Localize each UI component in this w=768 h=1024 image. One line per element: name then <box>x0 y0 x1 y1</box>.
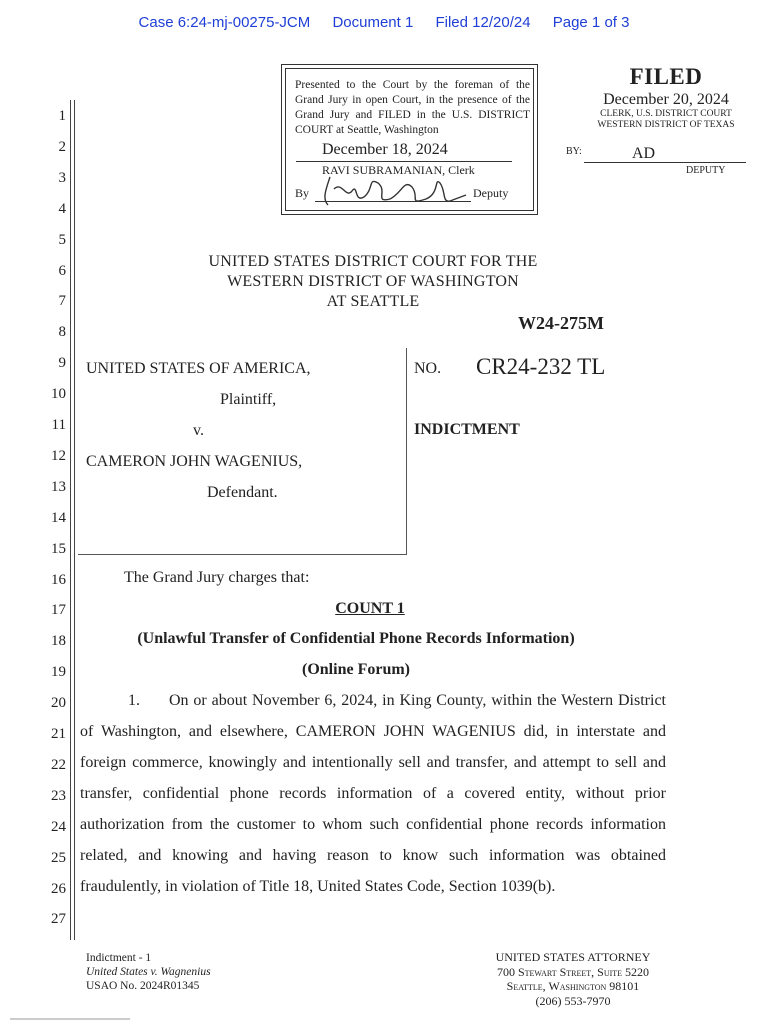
filed-date-header: Filed 12/20/24 <box>435 14 531 31</box>
count-subtitle: (Online Forum) <box>302 661 410 678</box>
ecf-header <box>0 14 768 31</box>
count-title <box>0 600 768 618</box>
line-number: 4 <box>58 200 66 217</box>
filed-stamp-by-line <box>584 162 746 163</box>
grand-jury-stamp-date: December 18, 2024 <box>322 141 448 158</box>
line-number: 14 <box>51 509 66 526</box>
caption-bottom-rule <box>78 554 407 555</box>
footer-street: 700 Stewart Street, Suite 5220 <box>496 964 650 979</box>
paragraph-line: fraudulently, in violation of Title 18, United States Code, Section 1039(b). <box>80 878 556 895</box>
paragraph-line: of Washington, and elsewhere, CAMERON JOHN WAGENIUS did, in interstate and <box>80 723 666 740</box>
paragraph-line: foreign commerce, knowingly and intentionally sell and transfer, and attempt to sell and <box>80 754 666 771</box>
footer-case-title: United States v. Wagnenius <box>86 966 211 978</box>
grand-jury-stamp <box>281 64 538 215</box>
count-title-text: COUNT 1 <box>335 600 405 617</box>
line-number: 12 <box>51 447 66 464</box>
filed-stamp-initials: AD <box>632 145 656 162</box>
document-type: INDICTMENT <box>414 421 520 438</box>
grand-jury-stamp-text: Presented to the Court by the foreman of the Grand Jury in open Court, in the presence of the Grand Jury and FILED in the U.S. DISTRICT COURT at Seattle, Washington <box>295 79 530 136</box>
line-number: 11 <box>51 417 66 433</box>
magistrate-number: W24-275M <box>518 313 604 333</box>
versus: v. <box>193 422 204 439</box>
line-number: 16 <box>51 571 66 588</box>
grand-jury-stamp-clerk: RAVI SUBRAMANIAN, Clerk <box>322 163 475 177</box>
court-heading-line: WESTERN DISTRICT OF WASHINGTON <box>227 273 519 290</box>
line-number: 17 <box>51 602 66 619</box>
line-number: 2 <box>58 138 66 155</box>
clerk-signature <box>316 169 486 209</box>
line-number: 23 <box>51 787 66 804</box>
line-number: 25 <box>51 849 66 866</box>
page-count-header: Page 1 of 3 <box>552 14 630 31</box>
paragraph-number: 1. <box>128 692 140 709</box>
line-number: 1 <box>58 108 66 124</box>
line-number: 13 <box>51 478 66 495</box>
line-number: 26 <box>51 880 66 897</box>
charges-intro: The Grand Jury charges that: <box>124 569 310 586</box>
document-number-header: Document 1 <box>332 14 414 31</box>
case-number-label: NO. <box>414 360 442 377</box>
filed-stamp-clerk: CLERK, U.S. DISTRICT COURT <box>600 109 732 119</box>
filed-stamp-by-label: BY: <box>566 146 582 157</box>
court-heading-line: UNITED STATES DISTRICT COURT FOR THE <box>208 253 538 270</box>
line-number: 27 <box>51 911 66 928</box>
filed-stamp-deputy-label: DEPUTY <box>686 165 726 176</box>
line-number: 7 <box>58 293 66 310</box>
footer-right <box>480 950 666 1008</box>
paragraph-line: transfer, confidential phone records information of a covered entity, without prior <box>80 785 666 802</box>
line-number: 6 <box>58 262 66 279</box>
defendant-role: Defendant. <box>207 484 278 501</box>
line-number: 8 <box>58 324 66 341</box>
paragraph-line: On or about November 6, 2024, in King County, within the Western District <box>169 692 666 709</box>
filed-stamp-date: December 20, 2024 <box>603 91 729 108</box>
plaintiff-name: UNITED STATES OF AMERICA, <box>86 360 311 377</box>
plaintiff-role: Plaintiff, <box>220 391 277 408</box>
footer-phone: (206) 553-7970 <box>535 993 611 1008</box>
footer-city: Seattle, Washington 98101 <box>506 979 640 993</box>
line-number: 9 <box>58 355 66 372</box>
filed-stamp-district: WESTERN DISTRICT OF TEXAS <box>597 120 735 130</box>
line-number: 5 <box>58 231 66 248</box>
paragraph-line: authorization from the customer to whom such confidential phone records information <box>80 816 666 833</box>
line-number: 22 <box>51 756 66 773</box>
caption-divider <box>406 348 407 554</box>
case-number-header: Case 6:24-mj-00275-JCM <box>138 14 311 31</box>
line-number: 24 <box>51 818 66 835</box>
court-heading-line: AT SEATTLE <box>326 293 420 310</box>
paragraph-line: related, and knowing and having reason to know such information was obtained <box>80 847 666 864</box>
filed-stamp-title: FILED <box>629 64 703 89</box>
footer-left <box>86 951 211 993</box>
line-number: 3 <box>58 169 66 186</box>
grand-jury-stamp-by-label: By <box>295 186 310 200</box>
defendant-name: CAMERON JOHN WAGENIUS, <box>86 453 303 470</box>
footer-page-label: Indictment - 1 <box>86 952 152 964</box>
line-number: 20 <box>51 695 66 712</box>
footer-office: UNITED STATES ATTORNEY <box>495 950 651 964</box>
filed-stamp <box>566 64 766 131</box>
line-number: 19 <box>51 664 66 681</box>
court-heading <box>150 252 596 312</box>
left-margin-rule <box>70 100 71 940</box>
scan-artifact <box>10 1018 130 1020</box>
line-number: 15 <box>51 540 66 557</box>
line-number: 10 <box>51 386 66 403</box>
line-number: 21 <box>51 726 66 742</box>
case-number: CR24-232 TL <box>476 354 606 379</box>
left-margin-rule <box>74 100 75 940</box>
footer-usao-number: USAO No. 2024R01345 <box>86 980 200 992</box>
grand-jury-stamp-deputy-label: Deputy <box>473 186 509 200</box>
count-subtitle: (Unlawful Transfer of Confidential Phone Records Information) <box>137 630 575 647</box>
line-number: 18 <box>51 633 66 650</box>
